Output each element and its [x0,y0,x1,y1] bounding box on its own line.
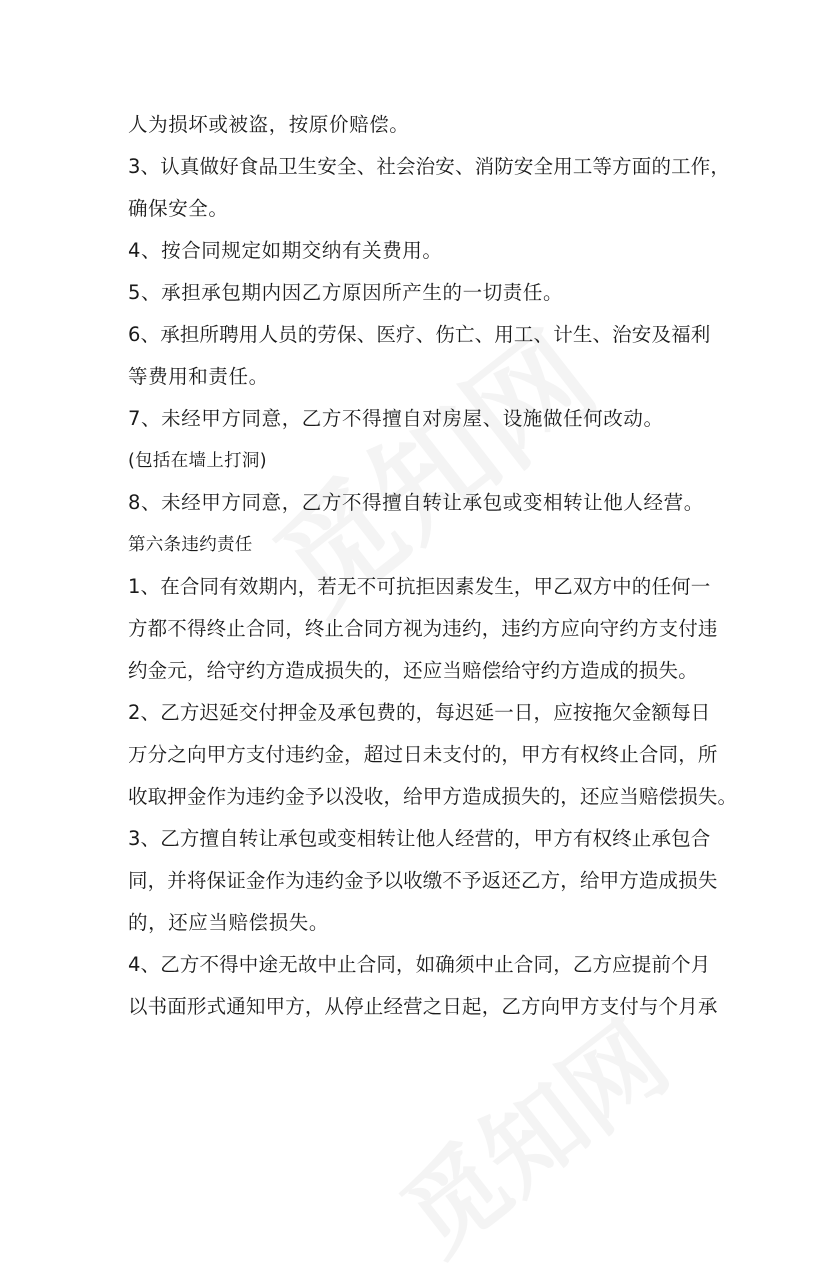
text-line: 5、承担承包期内因乙方原因所产生的一切责任。 [128,281,564,304]
text-line: 约金元，给守约方造成损失的，还应当赔偿给守约方造成的损失。 [128,659,698,682]
text-line: 以书面形式通知甲方，从停止经营之日起，乙方向甲方支付与个月承 [128,995,718,1018]
text-line: 3、认真做好食品卫生安全、社会治安、消防安全用工等方面的工作， [128,155,731,178]
text-line: 万分之向甲方支付违约金，超过日未支付的，甲方有权终止合同，所 [128,743,718,766]
text-line: 4、按合同规定如期交纳有关费用。 [128,239,443,262]
text-line: 方都不得终止合同，终止合同方视为违约，违约方应向守约方支付违 [128,617,718,640]
text-line: 的，还应当赔偿损失。 [128,911,330,934]
text-line: 8、未经甲方同意，乙方不得擅自转让承包或变相转让他人经营。 [128,491,704,514]
document-body [128,104,738,1028]
text-line: 2、乙方迟延交付押金及承包费的，每迟延一日，应按拖欠金额每日 [128,701,711,724]
text-line: 确保安全。 [128,197,229,220]
text-line: 同，并将保证金作为违约金予以收缴不予返还乙方，给甲方造成损失 [128,869,718,892]
text-line: 6、承担所聘用人员的劳保、医疗、伤亡、用工、计生、治安及福利 [128,323,711,346]
section-heading: 第六条违约责任 [128,535,253,555]
text-line: 等费用和责任。 [128,365,269,388]
text-line: (包括在墙上打洞) [128,451,267,471]
text-line: 4、乙方不得中途无故中止合同，如确须中止合同，乙方应提前个月 [128,953,711,976]
text-line: 1、在合同有效期内，若无不可抗拒因素发生，甲乙双方中的任何一 [128,575,711,598]
text-line: 3、乙方擅自转让承包或变相转让他人经营的，甲方有权终止承包合 [128,827,711,850]
text-line: 人为损坏或被盗，按原价赔偿。 [128,113,410,136]
text-line: 收取押金作为违约金予以没收，给甲方造成损失的，还应当赔偿损失。 [128,785,738,808]
text-line: 7、未经甲方同意，乙方不得擅自对房屋、设施做任何改动。 [128,407,664,430]
